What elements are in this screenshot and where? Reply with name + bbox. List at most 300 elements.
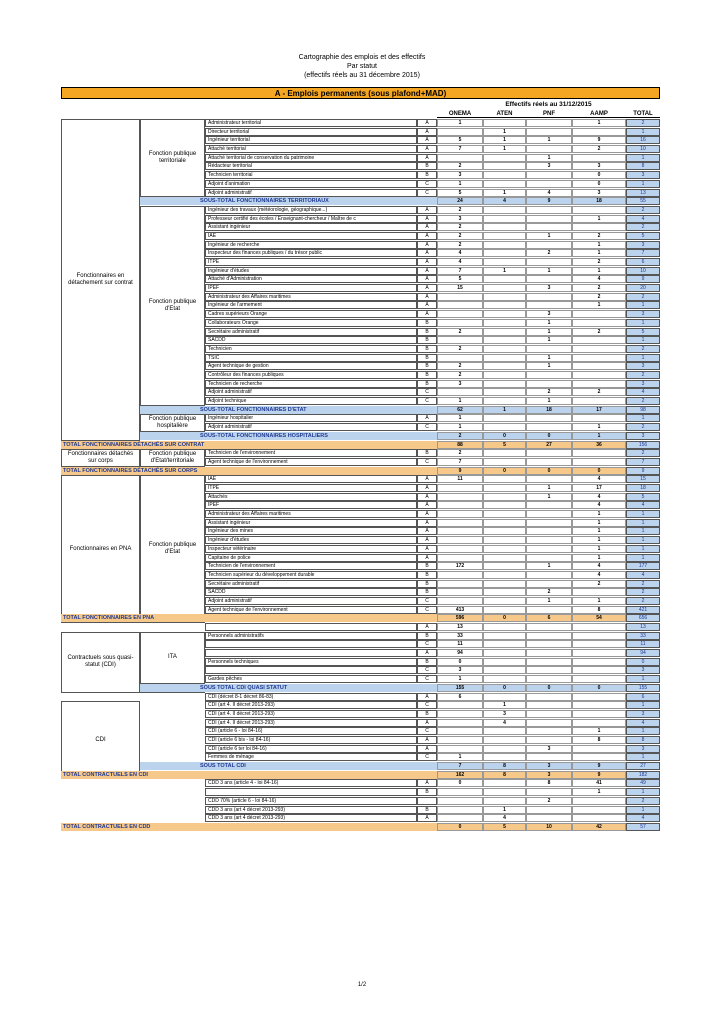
- cell-total: 3: [626, 171, 660, 179]
- cell-aten: 8: [483, 771, 526, 779]
- cell-pnf: 6: [526, 614, 572, 622]
- cell-onema: [437, 301, 483, 309]
- row-category: A: [417, 249, 437, 257]
- cell-aten: 1: [483, 128, 526, 136]
- cell-total: 2: [626, 397, 660, 405]
- cell-aten: [483, 275, 526, 283]
- cell-aamp: [572, 797, 626, 805]
- cell-aten: [483, 736, 526, 744]
- cell-pnf: [526, 145, 572, 153]
- cell-total: 1: [626, 701, 660, 709]
- cell-aten: [483, 675, 526, 683]
- cell-total: 4: [626, 388, 660, 396]
- cell-pnf: [526, 814, 572, 822]
- cell-aten: [483, 119, 526, 127]
- cell-total: 1: [626, 319, 660, 327]
- cell-onema: 4: [437, 249, 483, 257]
- cell-aamp: 8: [572, 606, 626, 614]
- cell-aamp: 1: [572, 241, 626, 249]
- cell-pnf: 3: [526, 762, 572, 770]
- cell-pnf: [526, 293, 572, 301]
- cell-total: 3: [626, 432, 660, 440]
- cell-onema: [437, 745, 483, 753]
- row-category: A: [417, 241, 437, 249]
- cell-onema: 4: [437, 258, 483, 266]
- cell-total: 13: [626, 189, 660, 197]
- cell-aten: [483, 293, 526, 301]
- cell-aten: [483, 345, 526, 353]
- row-label: Rédacteur territorial: [205, 162, 417, 170]
- cell-aamp: 0: [572, 684, 626, 692]
- group-pna: Fonctionnaires en PNA: [61, 475, 140, 623]
- row-label: Adjoint administratif: [205, 423, 417, 431]
- cell-pnf: 18: [526, 406, 572, 414]
- cell-total: 16: [626, 136, 660, 144]
- cell-total: 1: [626, 414, 660, 422]
- cell-aten: [483, 180, 526, 188]
- row-category: C: [417, 675, 437, 683]
- cell-pnf: 27: [526, 441, 572, 449]
- cell-total: 1: [626, 788, 660, 796]
- cell-aamp: 2: [572, 388, 626, 396]
- row-label: Technicien supérieur du développement durable: [205, 571, 417, 579]
- cell-total: 5: [626, 328, 660, 336]
- group-detachement: Fonctionnaires en détachement sur contrat: [61, 119, 140, 441]
- cell-pnf: [526, 423, 572, 431]
- cell-aamp: 3: [572, 189, 626, 197]
- cell-aamp: 36: [572, 441, 626, 449]
- cell-onema: 5: [437, 136, 483, 144]
- row-category: C: [417, 701, 437, 709]
- row-label: [205, 623, 417, 631]
- cell-aamp: 54: [572, 614, 626, 622]
- row-label: IPEF: [205, 284, 417, 292]
- cell-pnf: [526, 345, 572, 353]
- cell-pnf: [526, 275, 572, 283]
- cell-pnf: 2: [526, 588, 572, 596]
- cell-onema: 11: [437, 640, 483, 648]
- cell-total: 2: [626, 449, 660, 457]
- cell-aten: [483, 301, 526, 309]
- row-label: IAE: [205, 232, 417, 240]
- row-category: B: [417, 588, 437, 596]
- cell-aten: [483, 319, 526, 327]
- row-label: Cadres supérieurs Orange: [205, 310, 417, 318]
- cell-aamp: 2: [572, 232, 626, 240]
- cell-aamp: 4: [572, 501, 626, 509]
- cell-total: 1: [626, 519, 660, 527]
- cell-aamp: 17: [572, 484, 626, 492]
- document-note: (effectifs réels au 31 décembre 2015): [304, 72, 420, 79]
- row-category: A: [417, 510, 437, 518]
- cell-total: 11: [626, 640, 660, 648]
- row-category: A: [417, 623, 437, 631]
- cell-onema: 3: [437, 380, 483, 388]
- cell-aamp: [572, 745, 626, 753]
- cell-total: 1: [626, 806, 660, 814]
- row-category: C: [417, 189, 437, 197]
- row-label: [205, 666, 417, 674]
- row-category: A: [417, 275, 437, 283]
- row-category: A: [417, 293, 437, 301]
- cell-aten: [483, 328, 526, 336]
- cell-aamp: [572, 814, 626, 822]
- cell-aamp: 1: [572, 423, 626, 431]
- cell-aten: [483, 362, 526, 370]
- cell-onema: 2: [437, 432, 483, 440]
- cell-aten: 1: [483, 267, 526, 275]
- cell-aten: [483, 206, 526, 214]
- cell-pnf: [526, 171, 572, 179]
- cell-total: 182: [626, 771, 660, 779]
- cell-total: 2: [626, 423, 660, 431]
- row-category: B: [417, 362, 437, 370]
- cell-onema: 2: [437, 371, 483, 379]
- cell-aamp: [572, 719, 626, 727]
- cell-pnf: [526, 806, 572, 814]
- cell-total: 0: [626, 658, 660, 666]
- cell-onema: [437, 710, 483, 718]
- row-category: A: [417, 501, 437, 509]
- cell-aamp: [572, 154, 626, 162]
- cell-onema: 3: [437, 171, 483, 179]
- row-category: B: [417, 806, 437, 814]
- cell-total: 9: [626, 275, 660, 283]
- cell-aten: [483, 484, 526, 492]
- cell-onema: [437, 588, 483, 596]
- row-label: Ingénieur des mines: [205, 527, 417, 535]
- cell-pnf: [526, 788, 572, 796]
- cell-total: 33: [626, 632, 660, 640]
- cell-onema: [437, 336, 483, 344]
- cell-pnf: [526, 458, 572, 466]
- row-category: A: [417, 493, 437, 501]
- cell-aamp: 41: [572, 779, 626, 787]
- cell-total: 6: [626, 258, 660, 266]
- cell-aten: 0: [483, 432, 526, 440]
- row-category: A: [417, 649, 437, 657]
- cell-total: 8: [626, 736, 660, 744]
- group-cdi: CDI: [61, 701, 140, 779]
- total-label: TOTAL CONTRACTUELS EN CDI: [63, 771, 148, 778]
- cell-onema: 88: [437, 441, 483, 449]
- cell-aamp: [572, 710, 626, 718]
- row-category: B: [417, 788, 437, 796]
- cell-pnf: [526, 606, 572, 614]
- cell-pnf: 3: [526, 745, 572, 753]
- cell-aamp: 4: [572, 493, 626, 501]
- cell-aten: [483, 380, 526, 388]
- cell-aamp: 4: [572, 475, 626, 483]
- cell-total: 94: [626, 649, 660, 657]
- row-category: B: [417, 354, 437, 362]
- cell-onema: 0: [437, 823, 483, 831]
- row-category: B: [417, 380, 437, 388]
- cell-aten: [483, 519, 526, 527]
- row-label: CDI (décret 8-1 décret 86-83): [205, 693, 417, 701]
- cell-pnf: [526, 675, 572, 683]
- cell-pnf: [526, 519, 572, 527]
- row-label: Inspecteur vétérinaire: [205, 545, 417, 553]
- cell-pnf: 3: [526, 771, 572, 779]
- cell-onema: 0: [437, 779, 483, 787]
- cell-total: 3: [626, 745, 660, 753]
- cell-total: 98: [626, 406, 660, 414]
- row-label: Administrateur territorial: [205, 119, 417, 127]
- cell-aamp: [572, 397, 626, 405]
- cell-aamp: [572, 753, 626, 761]
- cell-pnf: 3: [526, 310, 572, 318]
- cell-aamp: 1: [572, 788, 626, 796]
- cell-onema: 2: [437, 345, 483, 353]
- cell-aten: [483, 666, 526, 674]
- cell-total: 3: [626, 710, 660, 718]
- row-category: B: [417, 571, 437, 579]
- cell-aten: [483, 753, 526, 761]
- row-label: CDD 70% (article 6 - loi 84-16): [205, 797, 417, 805]
- row-label: Adjoint d'animation: [205, 180, 417, 188]
- cell-aamp: 1: [572, 249, 626, 257]
- cell-onema: 162: [437, 771, 483, 779]
- row-label: Secrétaire administratif: [205, 580, 417, 588]
- cell-aamp: 2: [572, 580, 626, 588]
- cell-onema: [437, 597, 483, 605]
- row-label: Gardes pêches: [205, 675, 417, 683]
- row-label: Personnels administratifs: [205, 632, 417, 640]
- row-label: Femmes de ménage: [205, 753, 417, 761]
- cell-total: 1: [626, 154, 660, 162]
- cell-aamp: 0: [572, 467, 626, 475]
- cell-total: 156: [626, 441, 660, 449]
- cell-aamp: [572, 310, 626, 318]
- row-label: CDI (article 6 - loi 84-16): [205, 727, 417, 735]
- cell-aamp: 2: [572, 293, 626, 301]
- cell-total: 2: [626, 797, 660, 805]
- cell-aten: 8: [483, 762, 526, 770]
- row-label: Attaché territorial de conservation du patrimoine: [205, 154, 417, 162]
- cell-aten: [483, 632, 526, 640]
- row-label: [205, 649, 417, 657]
- cell-aten: 4: [483, 814, 526, 822]
- cell-aamp: 0: [572, 180, 626, 188]
- cell-pnf: 1: [526, 484, 572, 492]
- cell-pnf: 2: [526, 249, 572, 257]
- cell-pnf: [526, 258, 572, 266]
- cell-pnf: [526, 701, 572, 709]
- cell-aamp: 18: [572, 197, 626, 205]
- cell-pnf: [526, 449, 572, 457]
- cell-onema: [437, 545, 483, 553]
- cell-total: 5: [626, 232, 660, 240]
- cell-onema: 11: [437, 475, 483, 483]
- cell-onema: [437, 293, 483, 301]
- cell-aamp: [572, 128, 626, 136]
- cell-aten: 0: [483, 467, 526, 475]
- cell-pnf: 1: [526, 328, 572, 336]
- cell-total: 1: [626, 527, 660, 535]
- row-category: C: [417, 597, 437, 605]
- cell-pnf: [526, 501, 572, 509]
- cell-pnf: 2: [526, 797, 572, 805]
- cell-onema: 0: [437, 658, 483, 666]
- cell-aten: [483, 501, 526, 509]
- row-label: CDI (art 4. II décret 2013-293): [205, 719, 417, 727]
- cell-onema: 2: [437, 232, 483, 240]
- cell-aten: 4: [483, 197, 526, 205]
- cell-aamp: [572, 658, 626, 666]
- cell-aten: [483, 588, 526, 596]
- total-label: TOTAL FONCTIONNAIRES DÉTACHÉS SUR CORPS: [63, 467, 198, 474]
- cell-total: 4: [626, 571, 660, 579]
- cell-onema: [437, 310, 483, 318]
- group-fph: Fonction publique hospitalière: [140, 414, 205, 431]
- row-category: A: [417, 154, 437, 162]
- row-label: Assistant ingénieur: [205, 519, 417, 527]
- cell-aamp: [572, 806, 626, 814]
- cell-aamp: [572, 345, 626, 353]
- cell-aamp: [572, 362, 626, 370]
- row-label: [205, 788, 417, 796]
- row-category: B: [417, 171, 437, 179]
- cell-pnf: [526, 119, 572, 127]
- total-label: TOTAL FONCTIONNAIRES DÉTACHÉS SUR CONTRAT: [63, 441, 205, 448]
- cell-pnf: 2: [526, 388, 572, 396]
- cell-onema: [437, 484, 483, 492]
- cell-pnf: 8: [526, 779, 572, 787]
- cell-aamp: [572, 640, 626, 648]
- cell-aten: [483, 371, 526, 379]
- cell-aten: 5: [483, 823, 526, 831]
- row-label: CDD 3 ans (article 4 - loi 84-16): [205, 779, 417, 787]
- cell-pnf: 0: [526, 432, 572, 440]
- cell-pnf: [526, 554, 572, 562]
- cell-total: 3: [626, 380, 660, 388]
- cell-total: 1: [626, 510, 660, 518]
- cell-pnf: 0: [526, 467, 572, 475]
- row-category: A: [417, 414, 437, 422]
- row-category: B: [417, 336, 437, 344]
- row-category: B: [417, 632, 437, 640]
- cell-aamp: 42: [572, 823, 626, 831]
- cell-pnf: [526, 414, 572, 422]
- cell-onema: 1: [437, 397, 483, 405]
- cell-onema: [437, 736, 483, 744]
- cell-total: 1: [626, 753, 660, 761]
- row-category: A: [417, 736, 437, 744]
- cell-onema: [437, 571, 483, 579]
- cell-pnf: [526, 571, 572, 579]
- cell-pnf: [526, 371, 572, 379]
- cell-onema: 15: [437, 284, 483, 292]
- cell-aamp: 9: [572, 136, 626, 144]
- row-category: A: [417, 693, 437, 701]
- column-header-total: TOTAL: [626, 110, 660, 118]
- row-label: Technicien de recherche: [205, 380, 417, 388]
- cell-onema: [437, 580, 483, 588]
- cell-onema: 7: [437, 267, 483, 275]
- row-label: Assistant ingénieur: [205, 223, 417, 231]
- cell-total: 3: [626, 241, 660, 249]
- cell-aamp: 1: [572, 727, 626, 735]
- cell-aten: [483, 640, 526, 648]
- section-banner: A - Emplois permanents (sous plafond+MAD): [61, 87, 660, 99]
- cell-aten: [483, 449, 526, 457]
- cell-aten: [483, 536, 526, 544]
- row-label: CDD 3 ans (art 4 décret 2013-293): [205, 814, 417, 822]
- cell-onema: 2: [437, 449, 483, 457]
- cell-pnf: [526, 223, 572, 231]
- cell-aamp: 1: [572, 554, 626, 562]
- cell-pnf: [526, 727, 572, 735]
- cell-onema: 94: [437, 649, 483, 657]
- cell-onema: 1: [437, 753, 483, 761]
- cell-aamp: 2: [572, 258, 626, 266]
- cell-total: 1: [626, 180, 660, 188]
- cell-aamp: 4: [572, 571, 626, 579]
- cell-onema: [437, 154, 483, 162]
- cell-aamp: [572, 623, 626, 631]
- row-label: Technicien de l'environnement: [205, 562, 417, 570]
- cell-aten: [483, 215, 526, 223]
- row-category: C: [417, 458, 437, 466]
- cell-total: 3: [626, 310, 660, 318]
- row-category: A: [417, 519, 437, 527]
- group-fpt: Fonction publique territoriale: [140, 119, 205, 197]
- cell-aamp: 1: [572, 432, 626, 440]
- cell-aten: 1: [483, 136, 526, 144]
- row-category: A: [417, 215, 437, 223]
- cell-total: 2: [626, 597, 660, 605]
- row-label: Secrétaire administratif: [205, 328, 417, 336]
- cell-total: 7: [626, 458, 660, 466]
- row-label: CDI (article 6 ter loi 84-16): [205, 745, 417, 753]
- cell-onema: 596: [437, 614, 483, 622]
- row-category: C: [417, 606, 437, 614]
- cell-onema: [437, 128, 483, 136]
- cell-onema: 172: [437, 562, 483, 570]
- row-label: Agent technique de l'environnement: [205, 606, 417, 614]
- cell-total: 18: [626, 484, 660, 492]
- cell-total: 20: [626, 284, 660, 292]
- cell-aten: [483, 545, 526, 553]
- document-title: Cartographie des emplois et des effectifs: [298, 54, 426, 61]
- cell-aten: [483, 232, 526, 240]
- cell-aten: [483, 693, 526, 701]
- cell-aten: [483, 397, 526, 405]
- row-category: C: [417, 388, 437, 396]
- row-label: Ingénieur d'études: [205, 267, 417, 275]
- cell-aten: [483, 284, 526, 292]
- cell-aten: [483, 475, 526, 483]
- row-label: Technicien territorial: [205, 171, 417, 179]
- cell-pnf: [526, 693, 572, 701]
- subtotal-label: SOUS-TOTAL FONCTIONNAIRES D'ETAT: [200, 406, 307, 413]
- cell-aten: [483, 241, 526, 249]
- cell-pnf: [526, 527, 572, 535]
- cell-total: 1: [626, 301, 660, 309]
- row-label: Adjoint administratif: [205, 189, 417, 197]
- row-category: B: [417, 162, 437, 170]
- cell-pnf: 3: [526, 162, 572, 170]
- row-category: A: [417, 527, 437, 535]
- cell-total: 9: [626, 467, 660, 475]
- cell-total: 155: [626, 684, 660, 692]
- row-category: C: [417, 423, 437, 431]
- row-label: Inspecteur des finances publiques / du trésor public: [205, 249, 417, 257]
- cell-onema: [437, 527, 483, 535]
- cell-total: 1: [626, 128, 660, 136]
- column-header-pnf: PNF: [526, 110, 572, 118]
